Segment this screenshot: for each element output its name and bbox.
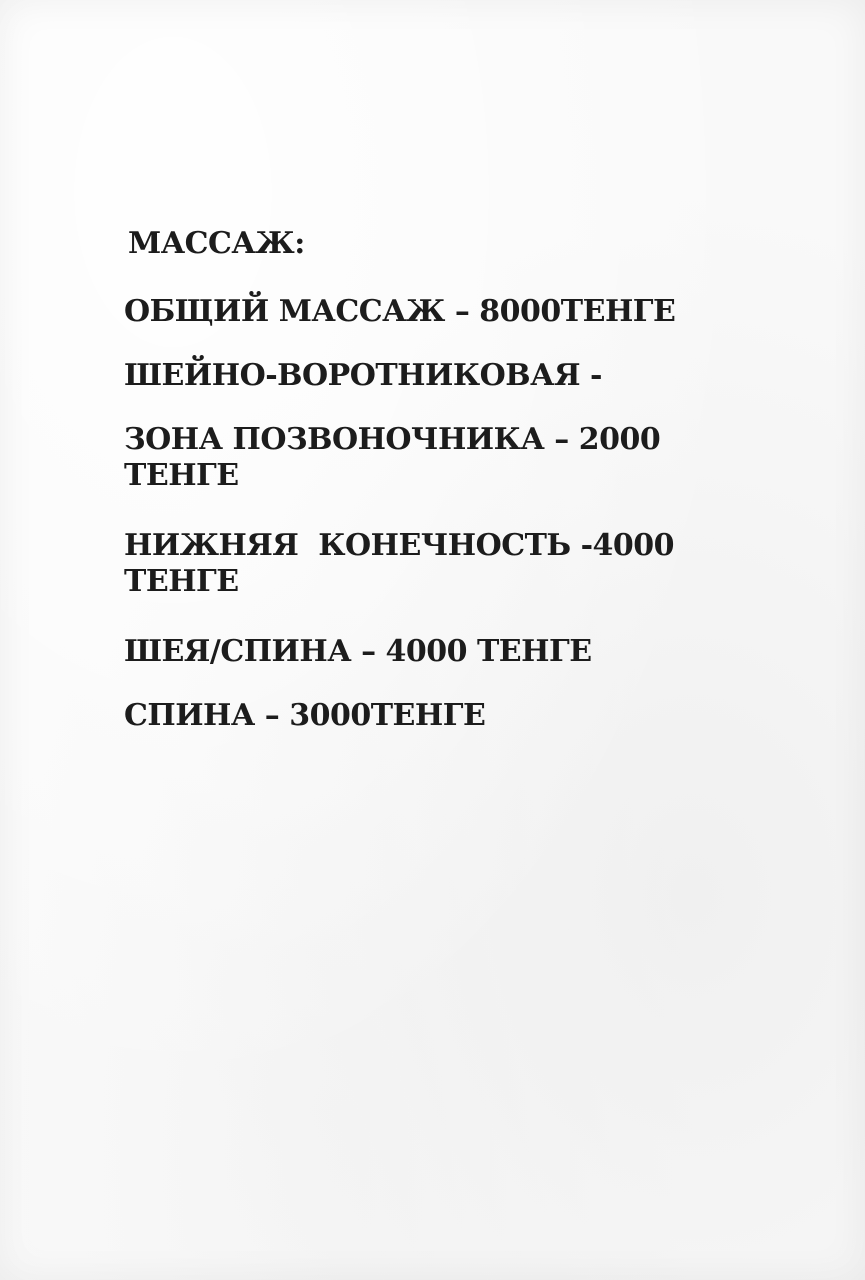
price-item-lower-limb: НИЖНЯЯ КОНЕЧНОСТЬ -4000 ТЕНГЕ [124,528,675,599]
price-list-heading: МАССАЖ: [128,226,305,261]
price-item-general-massage: ОБЩИЙ МАССАЖ – 8000ТЕНГЕ [124,294,676,329]
price-item-cervical-collar: ШЕЙНО-ВОРОТНИКОВАЯ - [124,358,602,393]
price-item-spine-zone: ЗОНА ПОЗВОНОЧНИКА – 2000 ТЕНГЕ [124,422,661,493]
price-item-back: СПИНА – 3000ТЕНГЕ [124,698,486,733]
massage-price-list [124,226,804,762]
price-item-neck-back: ШЕЯ/СПИНА – 4000 ТЕНГЕ [124,634,592,669]
